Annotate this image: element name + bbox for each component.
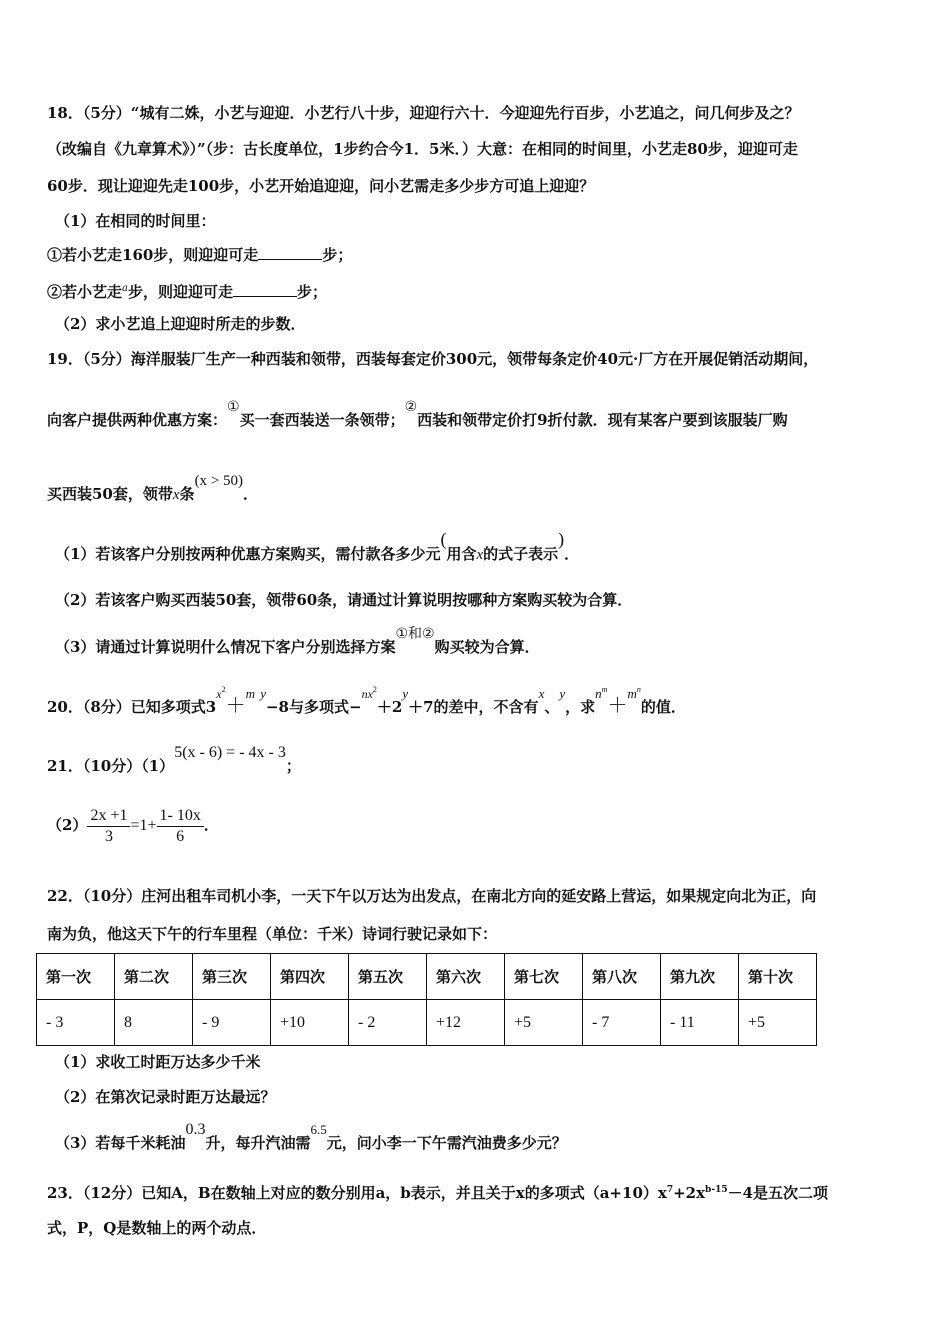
fuel-price: 6.5 bbox=[310, 1122, 327, 1137]
circle-one: ① bbox=[227, 399, 240, 415]
q19-line3-a: 买西装50套，领带 bbox=[47, 485, 173, 503]
q18-sub1-text: ①若小艺走160步，则迎迎可走 bbox=[47, 246, 259, 264]
exp-2: 2 bbox=[221, 685, 226, 694]
paren-left: ( bbox=[440, 529, 447, 549]
var-m: m bbox=[627, 686, 637, 701]
table-header-cell: 第八次 bbox=[583, 954, 661, 1000]
table-cell: +10 bbox=[271, 1000, 349, 1046]
table-header-cell: 第七次 bbox=[505, 954, 583, 1000]
q19-line2-a: 向客户提供两种优惠方案： bbox=[47, 411, 228, 429]
q18-line2: （改编自《九章算术》）”（步：古长度单位，1步约合今1．5米．）大意：在相同的时间里，小艺走80步，迎迎可走 bbox=[47, 140, 798, 158]
var-m: m bbox=[245, 686, 255, 701]
q19-line3 bbox=[47, 473, 259, 505]
paren-right: ) bbox=[558, 529, 565, 549]
q20-f: 的值． bbox=[640, 698, 686, 716]
var-y: y bbox=[559, 686, 566, 701]
separator: 、 bbox=[544, 698, 560, 716]
fraction-2 bbox=[157, 806, 204, 847]
table-header-cell: 第十次 bbox=[739, 954, 817, 1000]
var-nx: nx bbox=[361, 687, 373, 701]
q20-d: ＋7的差中，不含有 bbox=[408, 698, 539, 716]
fuel-consumption: 0.3 bbox=[185, 1121, 206, 1138]
q19-line1: 19．（5分）海洋服装厂生产一种西装和领带，西装每套定价300元，领带每条定价40元·厂方在开展促销活动期间， bbox=[47, 350, 819, 368]
table-header-cell: 第三次 bbox=[193, 954, 271, 1000]
fraction-2-numerator: 1- 10x bbox=[157, 806, 204, 827]
q20-e: ，求 bbox=[565, 698, 596, 716]
q19-part1-a: （1）若该客户分别按两种优惠方案购买，需付款各多少元 bbox=[55, 545, 441, 563]
var-x: x bbox=[476, 547, 484, 563]
table-header-cell: 第四次 bbox=[271, 954, 349, 1000]
q21-b: （2） bbox=[47, 816, 88, 834]
table-cell: +12 bbox=[427, 1000, 505, 1046]
table-cell: - 2 bbox=[349, 1000, 427, 1046]
q19-part3-b: 购买较为合算． bbox=[434, 638, 540, 656]
table-cell: +5 bbox=[505, 1000, 583, 1046]
var-y: y bbox=[402, 686, 409, 701]
var-a: a bbox=[122, 283, 128, 294]
plus: ＋ bbox=[607, 695, 628, 717]
table-header-cell: 第九次 bbox=[661, 954, 739, 1000]
q18-sub2-end: 步； bbox=[297, 283, 328, 301]
table-header-cell: 第二次 bbox=[115, 954, 193, 1000]
q22-part3-a: （3）若每千米耗油 bbox=[55, 1134, 186, 1152]
mileage-table bbox=[36, 953, 817, 1046]
q22-part3 bbox=[55, 1121, 567, 1154]
table-cell: +5 bbox=[739, 1000, 817, 1046]
q19-part3-a: （3）请通过计算说明什么情况下客户分别选择方案 bbox=[55, 638, 396, 656]
q18-sub1-end: 步； bbox=[322, 246, 353, 264]
q18-sub2 bbox=[47, 279, 327, 302]
var-x: x bbox=[538, 686, 545, 701]
q22-part2: （2）在第次记录时距万达最远？ bbox=[55, 1088, 276, 1106]
q18-sub2-text: ②若小艺走 bbox=[47, 283, 123, 301]
q20-c: ＋2 bbox=[376, 698, 403, 716]
q22-part1: （1）求收工时距万达多少千米 bbox=[55, 1053, 261, 1071]
table-header-cell: 第五次 bbox=[349, 954, 427, 1000]
var-y: y bbox=[260, 686, 266, 701]
exp-m: m bbox=[601, 685, 608, 694]
q18-sub2-mid: 步，则迎迎可走 bbox=[127, 283, 233, 301]
fraction-1 bbox=[87, 806, 130, 847]
answer-blank bbox=[258, 245, 322, 260]
equation-1: 5(x - 6) = - 4x - 3 bbox=[174, 744, 286, 761]
var-x: x bbox=[172, 487, 180, 503]
q20-a: 20．（8分）已知多项式3 bbox=[47, 698, 217, 716]
q20-line bbox=[47, 685, 686, 720]
q19-line3-c: ． bbox=[243, 485, 259, 503]
fraction-2-denominator: 6 bbox=[176, 827, 185, 845]
q23-line2: 式，P，Q是数轴上的两个动点． bbox=[47, 1219, 267, 1237]
table-cell: - 3 bbox=[37, 1000, 115, 1046]
q19-part1-d: ． bbox=[564, 545, 580, 563]
q22-part3-b: 升，每升汽油需 bbox=[205, 1134, 311, 1152]
circle-two: ② bbox=[404, 399, 418, 415]
q18-sub1 bbox=[47, 245, 352, 265]
q19-line2-b: 买一套西装送一条领带； bbox=[239, 411, 405, 429]
exponent-b-15: b-15 bbox=[705, 1185, 728, 1195]
table-row bbox=[37, 1000, 817, 1046]
fraction-1-denominator: 3 bbox=[104, 827, 113, 845]
table-header-row bbox=[37, 954, 817, 1000]
plus: ＋ bbox=[225, 695, 246, 717]
exp-n: n bbox=[636, 685, 641, 694]
q22-line2: 南为负，他这天下午的行车里程（单位：千米）诗词行驶记录如下： bbox=[47, 925, 498, 943]
var-n: n bbox=[595, 686, 602, 701]
exponent-7: 7 bbox=[666, 1185, 674, 1195]
q23-line1-c: －4是五次二项 bbox=[727, 1184, 829, 1202]
q18-line3: 60步．现让迎迎先走100步，小艺开始追迎迎，问小艺需走多少步方可追上迎迎？ bbox=[47, 177, 595, 195]
circle-one-and-two: ①和② bbox=[395, 626, 435, 642]
q20-b: −8与多项式− bbox=[265, 698, 362, 716]
q18-line1: 18．（5分）“城有二姝，小艺与迎迎．小艺行八十步，迎迎行六十．今迎迎先行百步，小艺追之，问几何步及之？ bbox=[47, 104, 800, 122]
fraction-1-numerator: 2x +1 bbox=[87, 806, 130, 827]
table-header-cell: 第六次 bbox=[427, 954, 505, 1000]
q22-line1: 22．（10分）庄河出租车司机小李，一天下午以万达为出发点，在南北方向的延安路上营运，如果规定向北为正，向 bbox=[47, 887, 817, 905]
equals-one-plus: =1+ bbox=[130, 817, 157, 834]
exp-2: 2 bbox=[372, 685, 377, 694]
q22-part3-c: 元，问小李一下午需汽油费多少元？ bbox=[326, 1134, 567, 1152]
q21-line1 bbox=[47, 744, 301, 777]
q19-part3 bbox=[55, 626, 540, 658]
q21-line2 bbox=[47, 804, 219, 847]
q23-line1 bbox=[47, 1180, 828, 1203]
q19-part1-b: 用含 bbox=[446, 545, 477, 563]
semicolon: ； bbox=[285, 757, 301, 775]
q19-part1-c: 的式子表示 bbox=[483, 545, 559, 563]
table-cell: - 7 bbox=[583, 1000, 661, 1046]
q18-part1: （1）在相同的时间里： bbox=[55, 212, 216, 230]
q19-line2 bbox=[47, 399, 788, 431]
table-cell: - 9 bbox=[193, 1000, 271, 1046]
q23-line1-a: 23．（12分）已知A，B在数轴上对应的数分别用a，b表示，并且关于x的多项式（a+10）x bbox=[47, 1184, 667, 1202]
table-cell: 8 bbox=[115, 1000, 193, 1046]
var-x: x bbox=[216, 687, 222, 701]
table-cell: - 11 bbox=[661, 1000, 739, 1046]
q21-a: 21．（10分）（1） bbox=[47, 757, 175, 775]
answer-blank bbox=[233, 282, 297, 297]
q18-part2: （2）求小艺追上迎迎时所走的步数． bbox=[55, 315, 306, 333]
q19-part1 bbox=[55, 529, 580, 565]
q19-line2-c: 西装和领带定价打9折付款．现有某客户要到该服装厂购 bbox=[417, 411, 788, 429]
q23-line1-b: +2x bbox=[673, 1184, 706, 1202]
q19-line3-b: 条 bbox=[179, 485, 195, 503]
table-header-cell: 第一次 bbox=[37, 954, 115, 1000]
period: ． bbox=[203, 816, 219, 834]
condition: (x > 50) bbox=[194, 473, 244, 489]
q19-part2: （2）若该客户购买西装50套，领带60条，请通过计算说明按哪种方案购买较为合算． bbox=[55, 591, 633, 609]
